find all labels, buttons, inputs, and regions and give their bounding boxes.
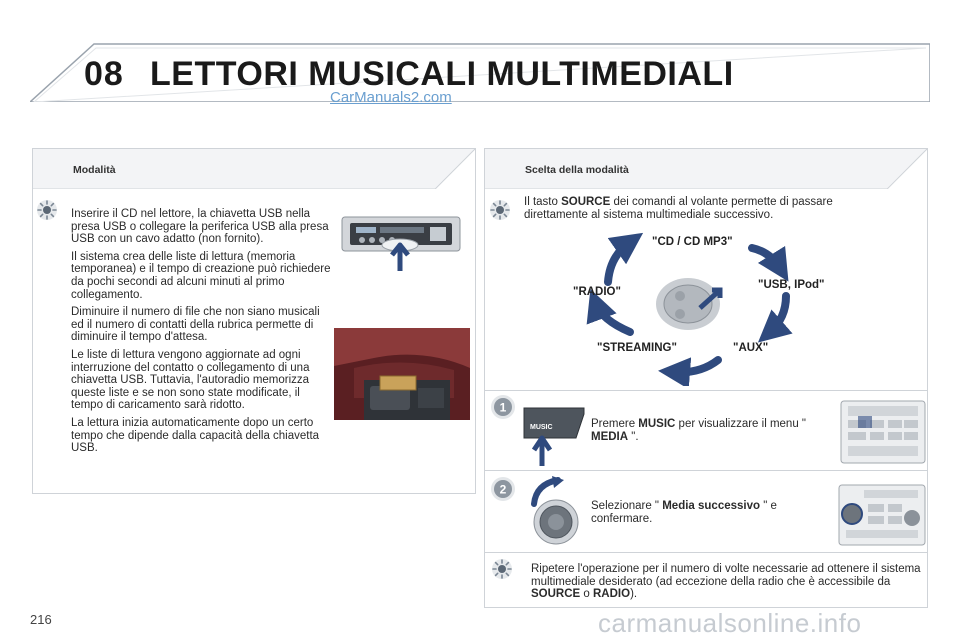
cycle-arrow-aux-to-streaming — [674, 360, 718, 372]
paragraph: Diminuire il numero di file che non siano musicali ed il numero di contatti della rubrica permette di diminuire il tempo d'attesa. — [71, 306, 320, 344]
cycle-arrow-usb-to-aux — [770, 296, 786, 332]
step-number: 2 — [499, 482, 507, 497]
info-sun-icon — [36, 199, 58, 221]
cycle-arrow-radio-to-cd — [608, 242, 630, 282]
info-sun-icon — [491, 558, 513, 580]
step1-text: Premere MUSIC per visualizzare il menu " MEDIA ". — [591, 418, 806, 443]
radio-panel-illustration-2 — [838, 484, 926, 546]
page-number: 216 — [30, 612, 52, 627]
step-number: 1 — [499, 400, 507, 415]
mode-label-radio: "RADIO" — [573, 286, 621, 298]
mode-label-streaming: "STREAMING" — [597, 342, 677, 354]
paragraph: Le liste di lettura vengono aggiornate ad ogni interruzione del contatto o collegamento di una chiavetta USB. Tuttavia, l'autoradio memorizza queste liste e se non sono state modificate, il tempo di caricamento sarà ridotto. — [71, 348, 310, 412]
music-button-illustration — [520, 404, 588, 466]
step-2-badge — [490, 476, 516, 502]
steering-control-icon — [656, 278, 720, 330]
paragraph: La lettura inizia automaticamente dopo un certo tempo che dipende dalla capacità della chiavetta USB. — [71, 416, 320, 455]
left-body-text — [71, 208, 333, 460]
radio-panel-illustration-1 — [840, 400, 926, 464]
section-divider — [484, 470, 928, 471]
radio-key-label: RADIO — [593, 588, 631, 601]
chapter-number: 08 — [84, 55, 124, 93]
music-key-label: MUSIC — [638, 418, 676, 430]
section-heading-scelta: Scelta della modalità — [525, 164, 629, 176]
source-intro-text: Il tasto SOURCE dei comandi al volante permette di passare direttamente al sistema multimediale successivo. — [524, 196, 833, 221]
armrest-usb-photo — [334, 328, 470, 420]
step2-text: Selezionare " Media successivo " e confermare. — [591, 500, 777, 525]
media-menu-label: MEDIA — [591, 430, 629, 443]
mode-cycle-diagram — [580, 228, 810, 386]
footer-note-text: Ripetere l'operazione per il numero di volte necessarie ad ottenere il sistema multimediale desiderato (ad eccezione della radio che è accessibile da SOURCE o RADIO). — [531, 563, 921, 601]
cycle-arrow-cd-to-usb — [752, 248, 780, 268]
paragraph: Inserire il CD nel lettore, la chiavetta USB nella presa USB o collegare la periferica USB alla presa USB con un cavo adatto (non fornito). — [71, 208, 329, 246]
music-key-text: MUSIC — [530, 424, 553, 431]
section-heading-modalita: Modalità — [73, 164, 116, 176]
page-title: LETTORI MUSICALI MULTIMEDIALI — [150, 55, 734, 93]
watermark-link[interactable]: CarManuals2.com — [330, 89, 452, 106]
mode-label-cd: "CD / CD MP3" — [652, 236, 733, 248]
source-key-label: SOURCE — [561, 196, 611, 208]
paragraph: Il sistema crea delle liste di lettura (memoria temporanea) e il tempo di creazione può richiedere da pochi secondi ad alcuni minuti al primo collegamento. — [71, 250, 331, 301]
source-key-label: SOURCE — [531, 588, 581, 601]
step-1-badge — [490, 394, 516, 420]
media-successivo-label: Media successivo — [662, 500, 761, 512]
cd-player-illustration — [340, 215, 462, 271]
mode-label-aux: "AUX" — [733, 342, 769, 354]
mode-label-usb: "USB, IPod" — [758, 279, 825, 291]
section-divider — [484, 552, 928, 553]
info-sun-icon — [489, 199, 511, 221]
section-divider — [484, 390, 928, 391]
rotary-knob-illustration — [524, 474, 586, 548]
cycle-arrow-streaming-to-radio — [596, 304, 630, 332]
footer-watermark: carmanualsonline.info — [598, 608, 862, 638]
